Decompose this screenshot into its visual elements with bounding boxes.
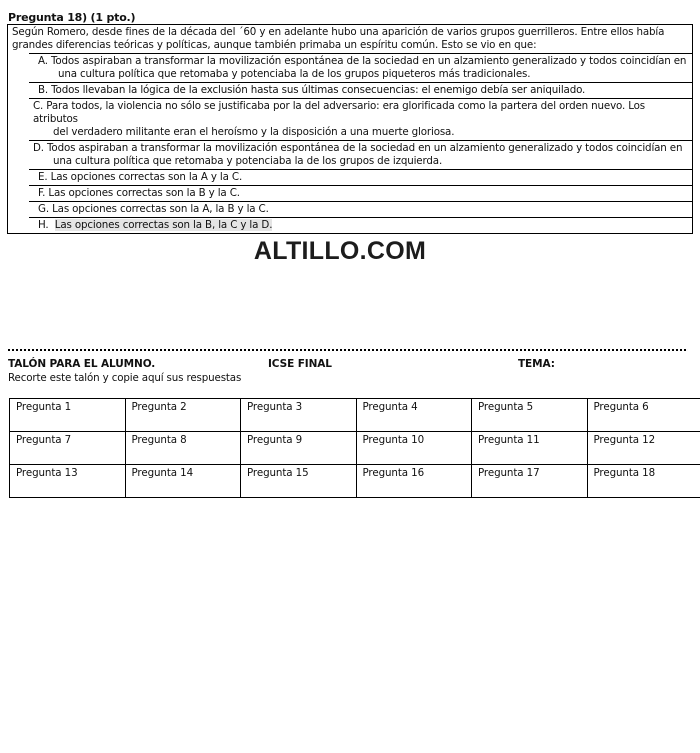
option-a-text: A. Todos aspiraban a transformar la movilización espontánea de la sociedad en un alzamiento generalizado y todos coincidían en	[38, 55, 687, 67]
option-a[interactable]	[29, 53, 692, 82]
option-h-letter: H.	[38, 219, 49, 231]
option-b-text: B. Todos llevaban la lógica de la exclusión hasta sus últimas consecuencias: el enemigo debía ser aniquilado.	[38, 84, 586, 96]
answer-cell[interactable]: Pregunta 13	[10, 465, 126, 498]
option-g-text: G. Las opciones correctas son la A, la B y la C.	[38, 203, 269, 215]
question-text: Según Romero, desde fines de la década del ´60 y en adelante hubo una aparición de varios grupos guerrilleros. Entre ellos había grandes diferencias teóricas y políticas, aunque también primaba un espíritu común. Esto se vio en que:	[12, 26, 665, 51]
option-f-text: F. Las opciones correctas son la B y la C.	[38, 187, 240, 199]
answer-cell[interactable]: Pregunta 5	[472, 399, 588, 432]
answer-cell[interactable]: Pregunta 12	[587, 432, 700, 465]
tema-label: TEMA:	[518, 358, 555, 370]
answer-cell[interactable]: Pregunta 18	[587, 465, 700, 498]
answer-cell[interactable]: Pregunta 15	[241, 465, 357, 498]
answer-cell[interactable]: Pregunta 17	[472, 465, 588, 498]
answer-cell[interactable]: Pregunta 16	[356, 465, 472, 498]
answer-grid	[9, 398, 700, 498]
answer-cell[interactable]: Pregunta 8	[125, 432, 241, 465]
question-box	[7, 24, 693, 234]
option-a-continuation: una cultura política que retomaba y potenciaba la de los grupos piqueteros más tradicionales.	[58, 68, 531, 80]
option-f[interactable]	[29, 185, 692, 201]
answer-cell[interactable]: Pregunta 14	[125, 465, 241, 498]
answer-row	[10, 465, 700, 498]
answer-row	[10, 432, 700, 465]
cut-line	[8, 349, 686, 354]
option-c-text: C. Para todos, la violencia no sólo se justificaba por la del adversario: era glorificada como la partera del orden nuevo. Los atributos	[33, 100, 646, 125]
answer-cell[interactable]: Pregunta 3	[241, 399, 357, 432]
option-e-text: E. Las opciones correctas son la A y la C.	[38, 171, 243, 183]
exam-name: ICSE FINAL	[268, 358, 332, 370]
option-c[interactable]	[29, 98, 692, 140]
answer-cell[interactable]: Pregunta 10	[356, 432, 472, 465]
question-header: Pregunta 18) (1 pto.)	[8, 11, 136, 24]
option-d-text: D. Todos aspiraban a transformar la movilización espontánea de la sociedad en un alzamiento generalizado y todos coincidían en	[33, 142, 683, 154]
option-h[interactable]	[29, 217, 692, 233]
answer-cell[interactable]: Pregunta 6	[587, 399, 700, 432]
option-d-continuation: una cultura política que retomaba y potenciaba la de los grupos de izquierda.	[53, 155, 443, 167]
answer-cell[interactable]: Pregunta 7	[10, 432, 126, 465]
answer-cell[interactable]: Pregunta 9	[241, 432, 357, 465]
option-h-highlighted-text: Las opciones correctas son la B, la C y la D.	[54, 219, 273, 231]
answer-cell[interactable]: Pregunta 2	[125, 399, 241, 432]
option-b[interactable]	[29, 82, 692, 98]
option-c-continuation: del verdadero militante eran el heroísmo y la disposición a una muerte gloriosa.	[53, 126, 455, 138]
option-g[interactable]	[29, 201, 692, 217]
answer-cell[interactable]: Pregunta 4	[356, 399, 472, 432]
talon-instructions: Recorte este talón y copie aquí sus respuestas	[8, 372, 242, 384]
answer-cell[interactable]: Pregunta 1	[10, 399, 126, 432]
answer-row	[10, 399, 700, 432]
talon-title: TALÓN PARA EL ALUMNO.	[8, 358, 156, 370]
site-watermark: ALTILLO.COM	[253, 237, 427, 265]
answer-cell[interactable]: Pregunta 11	[472, 432, 588, 465]
option-d[interactable]	[29, 140, 692, 169]
option-e[interactable]	[29, 169, 692, 185]
